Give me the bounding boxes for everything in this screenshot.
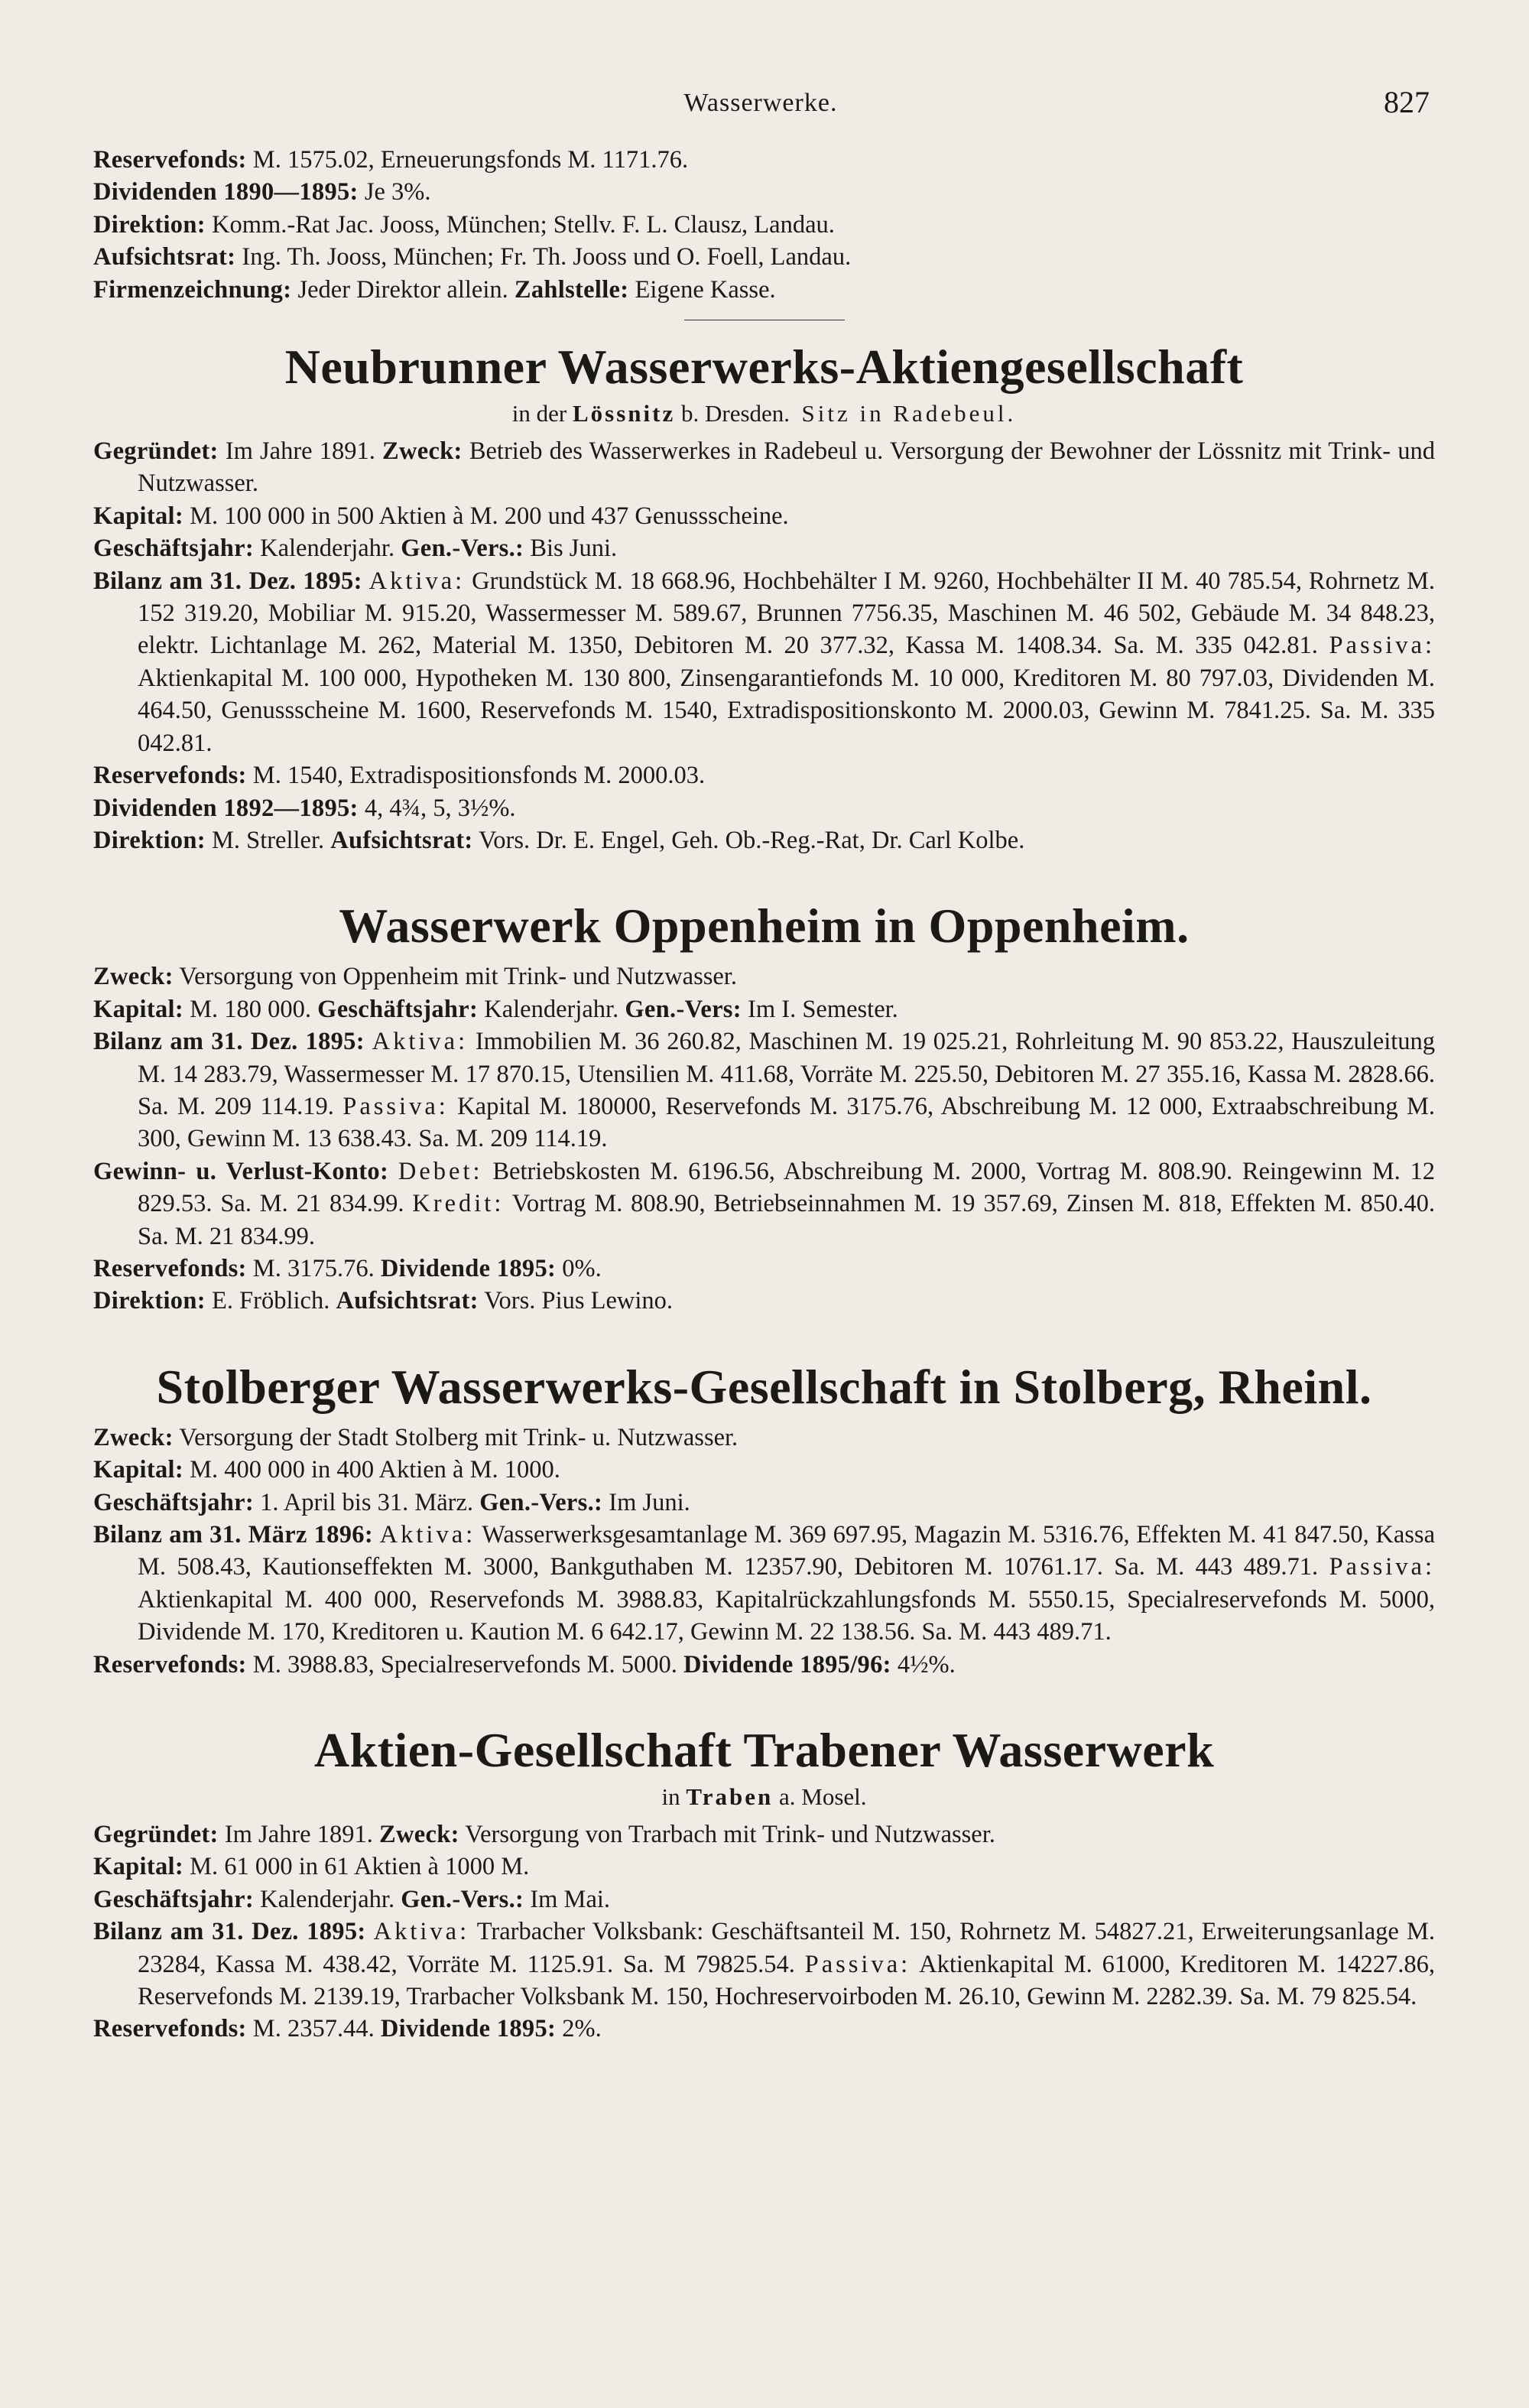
entry-oppenheim — [93, 896, 1435, 1317]
bilanz-paragraph: Bilanz am 31. Dez. 1895: Aktiva: Immobilien M. 36 260.82, Maschinen M. 19 025.21, Rohrleitung M. 90 853.22, Hauszuleitung M. 14 283.79, Wassermesser M. 17 870.15, Utensilien M. 411.68, Vorräte M. 225.50, Debitoren M. 27 355.16, Kassa M. 2828.66. Sa. M. 209 114.19. Passiva: Kapital M. 180000, Reservefonds M. 3175.76, Abschreibung M. 12 000, Extraabschreibung M. 300, Gewinn M. 13 638.43. Sa. M. 209 114.19. — [93, 1028, 1436, 1153]
dividenden-line: Dividenden 1892—1895: 4, 4¾, 5, 3½%. — [93, 794, 516, 822]
entry-title: Aktien-Gesellschaft Trabener Wasserwerk — [313, 1723, 1215, 1778]
entry-title: Stolberger Wasserwerks-Gesellschaft in Stolberg, Rheinl. — [156, 1359, 1372, 1414]
section-gap — [93, 1681, 1435, 1721]
bilanz-paragraph: Bilanz am 31. Dez. 1895: Aktiva: Grundstück M. 18 668.96, Hochbehälter I M. 9260, Hochbehälter II M. 40 785.54, Rohrnetz M. 152 319.20, Mobiliar M. 915.20, Wassermesser M. 589.67, Brunnen 7756.35, Maschinen M. 46 502, Gebäude M. 34 848.23, elektr. Lichtanlage M. 262, Material M. 1350, Debitoren M. 20 377.32, Kassa M. 1408.34. Sa. M. 335 042.81. Passiva: Aktienkapital M. 100 000, Hypotheken M. 130 800, Zinsengarantiefonds M. 10 000, Kreditoren M. 80 797.03, Dividenden M. 464.50, Genussscheine M. 1600, Reservefonds M. 1540, Extradispositionskonto M. 2000.03, Gewinn M. 7841.25. Sa. M. 335 042.81. — [93, 567, 1435, 757]
aufsichtsrat-line: Aufsichtsrat: Ing. Th. Jooss, München; Fr. Th. Jooss und O. Foell, Landau. — [93, 243, 852, 271]
entry-title: Neubrunner Wasserwerks-Aktiengesellschaft — [284, 340, 1244, 395]
entry-subtitle: in Traben a. Mosel. — [661, 1783, 867, 1811]
geschaeftsjahr-line: Geschäftsjahr: Kalenderjahr. Gen.-Vers.: Im Mai. — [93, 1885, 611, 1913]
kapital-line: Kapital: M. 400 000 in 400 Aktien à M. 1000. — [93, 1456, 560, 1484]
reservefonds-line: Reservefonds: M. 3988.83, Specialreservefonds M. 5000. Dividende 1895/96: 4½%. — [93, 1650, 956, 1678]
zweck-line: Zweck: Versorgung von Oppenheim mit Trink- und Nutzwasser. — [93, 963, 737, 991]
section-gap — [93, 1318, 1435, 1357]
direktion-line: Direktion: M. Streller. Aufsichtsrat: Vors. Dr. E. Engel, Geh. Ob.-Reg.-Rat, Dr. Carl Kolbe. — [93, 826, 1025, 854]
geschaeftsjahr-line: Geschäftsjahr: 1. April bis 31. März. Gen.-Vers.: Im Juni. — [93, 1488, 690, 1516]
reservefonds-line: Reservefonds: M. 3175.76. Dividende 1895: 0%. — [93, 1254, 602, 1282]
entry-title: Wasserwerk Oppenheim in Oppenheim. — [339, 899, 1190, 954]
dividenden-line: Dividenden 1890—1895: Je 3%. — [93, 178, 431, 206]
running-title: Wasserwerke. — [683, 89, 838, 117]
section-gap — [93, 856, 1435, 896]
reservefonds-line: Reservefonds: M. 1540, Extradispositionsfonds M. 2000.03. — [93, 762, 706, 790]
guv-paragraph: Gewinn- u. Verlust-Konto: Debet: Betriebskosten M. 6196.56, Abschreibung M. 2000, Vortrag M. 808.90. Reingewinn M. 12 829.53. Sa. M. 21 834.99. Kredit: Vortrag M. 808.90, Betriebseinnahmen M. 19 357.69, Zinsen M. 818, Effekten M. 850.40. Sa. M. 21 834.99. — [93, 1157, 1436, 1250]
bilanz-paragraph: Bilanz am 31. März 1896: Aktiva: Wasserwerksgesamtanlage M. 369 697.95, Magazin M. 5316.76, Effekten M. 41 847.50, Kassa M. 508.43, Kautionseffekten M. 3000, Bankguthaben M. 12357.90, Debitoren M. 10761.17. Sa. M. 443 489.71. Passiva: Aktienkapital M. 400 000, Reservefonds M. 3988.83, Kapitalrückzahlungsfonds M. 5550.15, Specialreservefonds M. 5000, Dividende M. 170, Kreditoren u. Kaution M. 6 642.17, Gewinn M. 22 138.56. Sa. M. 443 489.71. — [93, 1521, 1436, 1646]
top-entry — [93, 144, 1435, 306]
page-body — [93, 144, 1435, 2046]
kapital-line: Kapital: M. 180 000. Geschäftsjahr: Kalenderjahr. Gen.-Vers: Im I. Semester. — [93, 995, 898, 1023]
reservefonds-line: Reservefonds: M. 2357.44. Dividende 1895: 2%. — [93, 2015, 602, 2043]
kapital-line: Kapital: M. 100 000 in 500 Aktien à M. 200 und 437 Genussscheine. — [93, 502, 789, 530]
bilanz-paragraph: Bilanz am 31. Dez. 1895: Aktiva: Trarbacher Volksbank: Geschäftsanteil M. 150, Rohrnetz M. 54827.21, Erweiterungsanlage M. 23284, Kassa M. 438.42, Vorräte M. 1125.91. Sa. M 79825.54. Passiva: Aktienkapital M. 61000, Kreditoren M. 14227.86, Reservefonds M. 2139.19, Trarbacher Volksbank M. 150, Hochreservoirboden M. 26.10, Gewinn M. 2282.39. Sa. M. 79 825.54. — [93, 1918, 1436, 2011]
kapital-line: Kapital: M. 61 000 in 61 Aktien à 1000 M. — [93, 1853, 530, 1881]
geschaeftsjahr-line: Geschäftsjahr: Kalenderjahr. Gen.-Vers.: Bis Juni. — [93, 535, 618, 563]
firmenzeichnung-line: Firmenzeichnung: Jeder Direktor allein. Zahlstelle: Eigene Kasse. — [93, 275, 776, 304]
direktion-line: Direktion: E. Fröblich. Aufsichtsrat: Vors. Pius Lewino. — [93, 1287, 674, 1315]
gegruendet-line: Gegründet: Im Jahre 1891. Zweck: Betrieb des Wasserwerkes in Radebeul u. Versorgung der Bewohner der Lössnitz mit Trink- und Nutzwasser. — [93, 437, 1436, 498]
gegruendet-line: Gegründet: Im Jahre 1891. Zweck: Versorgung von Trarbach mit Trink- und Nutzwasser. — [93, 1821, 995, 1849]
entry-neubrunner — [93, 337, 1435, 856]
direktion-line: Direktion: Komm.-Rat Jac. Jooss, München; Stellv. F. L. Clausz, Landau. — [93, 210, 835, 239]
running-header — [92, 85, 1430, 135]
entry-stolberger — [93, 1357, 1435, 1681]
reservefonds-line: Reservefonds: M. 1575.02, Erneuerungsfonds M. 1171.76. — [93, 146, 689, 174]
zweck-line: Zweck: Versorgung der Stadt Stolberg mit Trink- u. Nutzwasser. — [93, 1423, 739, 1451]
entry-subtitle: in der Lössnitz b. Dresden. Sitz in Radebeul. — [511, 400, 1017, 427]
page-number: 827 — [1384, 85, 1430, 119]
entry-trabener — [93, 1721, 1435, 2046]
